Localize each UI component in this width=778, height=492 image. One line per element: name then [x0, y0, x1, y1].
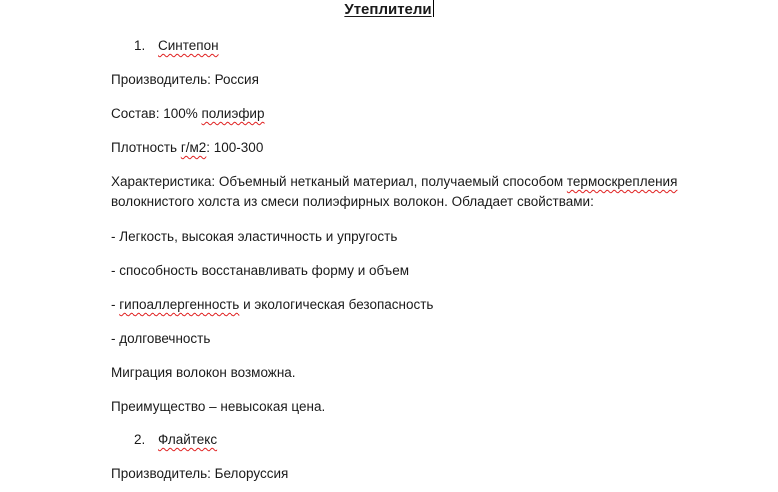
- composition-line: [111, 104, 265, 124]
- manufacturer-line: Производитель: Россия: [111, 72, 259, 87]
- list-item-name: Синтепон: [158, 38, 219, 53]
- list-item-sintepon: [134, 36, 219, 56]
- characteristic-word: термоскрепления: [566, 174, 678, 189]
- migration-line: Миграция волокон возможна.: [111, 365, 296, 380]
- property-3-suffix: и экологическая безопасность: [239, 297, 434, 312]
- density-prefix: Плотность: [111, 140, 181, 155]
- density-value: : 100-300: [206, 140, 264, 155]
- manufacturer-line-2: Производитель: Белоруссия: [111, 466, 289, 481]
- document-title: [0, 0, 778, 20]
- composition-prefix: Состав: 100%: [111, 106, 202, 121]
- characteristic-line-1: [111, 172, 677, 192]
- characteristic-line-2: волокнистого холста из смеси полиэфирных волокон. Обладает свойствами:: [111, 194, 594, 209]
- property-2: - способность восстанавливать форму и объем: [111, 263, 410, 278]
- property-3-prefix: -: [111, 297, 120, 312]
- property-4: - долговечность: [111, 331, 211, 346]
- density-unit: г/м2: [180, 140, 207, 155]
- list-number: 2.: [134, 432, 146, 447]
- title-text: Утеплители: [344, 1, 432, 18]
- composition-word: полиэфир: [201, 106, 265, 121]
- text-cursor: [433, 0, 434, 17]
- property-1: - Легкость, высокая эластичность и упругость: [111, 229, 398, 244]
- density-line: [111, 138, 263, 158]
- advantage-line: Преимущество – невысокая цена.: [111, 399, 326, 414]
- list-number: 1.: [134, 38, 146, 53]
- characteristic-prefix: Характеристика: Объемный нетканый материал, получаемый способом: [111, 174, 567, 189]
- list-item-fliteks: [134, 430, 217, 450]
- list-item-name: Флайтекс: [158, 432, 218, 447]
- property-3: [111, 295, 433, 315]
- property-3-word: гипоаллергенность: [119, 297, 240, 312]
